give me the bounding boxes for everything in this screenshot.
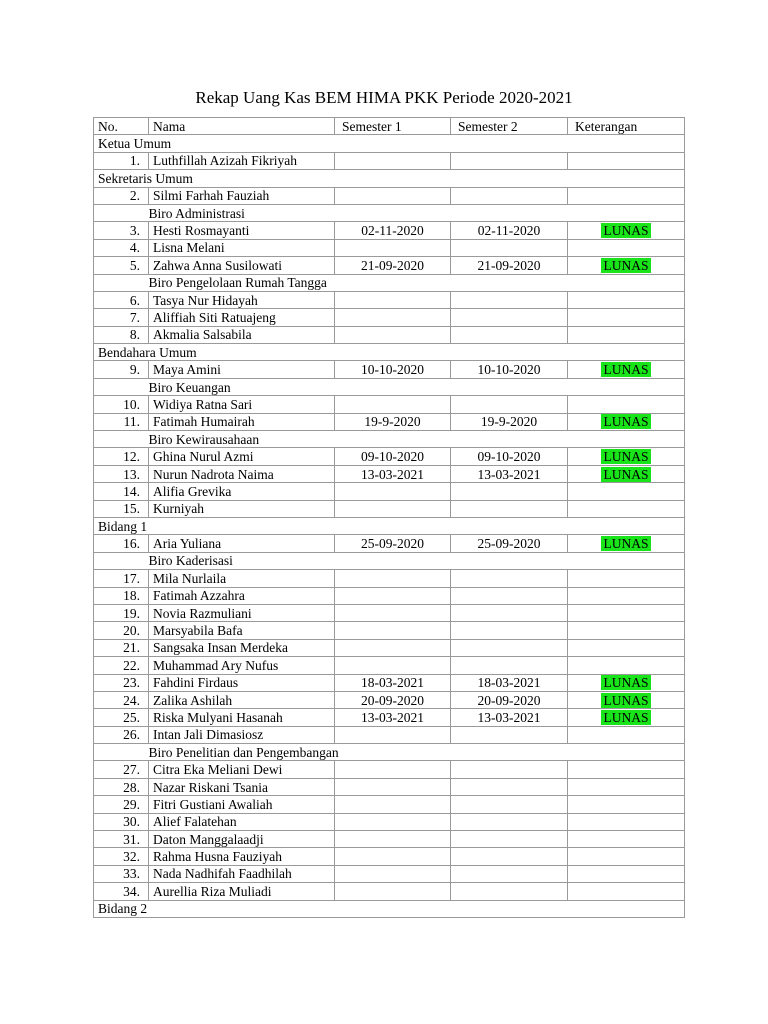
cell-semester-2 — [451, 587, 568, 604]
subsection-spacer — [94, 744, 149, 761]
header-nama: Nama — [149, 118, 335, 135]
cell-semester-1 — [335, 848, 451, 865]
cell-no: 4. — [94, 239, 149, 256]
cell-semester-1: 13-03-2021 — [335, 709, 451, 726]
cell-semester-1 — [335, 396, 451, 413]
table-row — [94, 622, 685, 639]
section-row — [94, 900, 685, 917]
subsection-row — [94, 378, 685, 395]
cell-keterangan — [568, 831, 685, 848]
cell-no: 6. — [94, 291, 149, 308]
cell-semester-2: 13-03-2021 — [451, 465, 568, 482]
table-row — [94, 604, 685, 621]
cell-nama: Luthfillah Azizah Fikriyah — [149, 152, 335, 169]
cell-nama: Ghina Nurul Azmi — [149, 448, 335, 465]
cell-nama: Alifia Grevika — [149, 483, 335, 500]
cell-nama: Fatimah Azzahra — [149, 587, 335, 604]
cell-no: 5. — [94, 257, 149, 274]
status-badge: LUNAS — [603, 257, 649, 273]
cell-nama: Marsyabila Bafa — [149, 622, 335, 639]
cell-keterangan — [568, 448, 685, 465]
cell-semester-2 — [451, 187, 568, 204]
cell-semester-1 — [335, 778, 451, 795]
header-semester-2: Semester 2 — [451, 118, 568, 135]
cell-semester-2: 21-09-2020 — [451, 257, 568, 274]
table-row — [94, 813, 685, 830]
section-label: Bidang 2 — [94, 900, 685, 917]
table-row — [94, 865, 685, 882]
cell-keterangan — [568, 639, 685, 656]
table-row — [94, 726, 685, 743]
subsection-label: Biro Kaderisasi — [149, 552, 685, 569]
cell-no: 29. — [94, 796, 149, 813]
cell-keterangan — [568, 761, 685, 778]
cell-no: 31. — [94, 831, 149, 848]
subsection-spacer — [94, 274, 149, 291]
cell-nama: Fahdini Firdaus — [149, 674, 335, 691]
cell-semester-2: 02-11-2020 — [451, 222, 568, 239]
subsection-spacer — [94, 378, 149, 395]
cell-semester-2: 10-10-2020 — [451, 361, 568, 378]
table-row — [94, 396, 685, 413]
cell-nama: Muhammad Ary Nufus — [149, 657, 335, 674]
cell-semester-1 — [335, 761, 451, 778]
cell-no: 9. — [94, 361, 149, 378]
status-badge: LUNAS — [603, 466, 649, 482]
table-row — [94, 222, 685, 239]
subsection-row — [94, 552, 685, 569]
cell-semester-1 — [335, 883, 451, 900]
cell-nama: Alief Falatehan — [149, 813, 335, 830]
table-row — [94, 187, 685, 204]
cell-semester-2 — [451, 570, 568, 587]
cell-keterangan — [568, 604, 685, 621]
table-row — [94, 796, 685, 813]
status-badge: LUNAS — [603, 675, 649, 691]
cell-nama: Aliffiah Siti Ratuajeng — [149, 309, 335, 326]
cell-semester-2 — [451, 239, 568, 256]
cell-keterangan — [568, 622, 685, 639]
table-row — [94, 500, 685, 517]
cell-nama: Nada Nadhifah Faadhilah — [149, 865, 335, 882]
cell-no: 21. — [94, 639, 149, 656]
cell-keterangan — [568, 535, 685, 552]
cell-nama: Hesti Rosmayanti — [149, 222, 335, 239]
cell-no: 27. — [94, 761, 149, 778]
cell-keterangan — [568, 587, 685, 604]
subsection-spacer — [94, 552, 149, 569]
table-row — [94, 291, 685, 308]
cell-semester-2 — [451, 483, 568, 500]
cell-semester-2: 20-09-2020 — [451, 691, 568, 708]
cell-semester-1 — [335, 570, 451, 587]
cell-keterangan — [568, 796, 685, 813]
cell-no: 28. — [94, 778, 149, 795]
kas-table — [93, 117, 685, 918]
cell-no: 25. — [94, 709, 149, 726]
table-row — [94, 674, 685, 691]
cell-semester-2: 09-10-2020 — [451, 448, 568, 465]
cell-nama: Lisna Melani — [149, 239, 335, 256]
cell-nama: Maya Amini — [149, 361, 335, 378]
status-badge: LUNAS — [603, 692, 649, 708]
cell-semester-1 — [335, 187, 451, 204]
cell-keterangan — [568, 239, 685, 256]
cell-no: 12. — [94, 448, 149, 465]
cell-no: 15. — [94, 500, 149, 517]
cell-semester-1 — [335, 326, 451, 343]
cell-no: 22. — [94, 657, 149, 674]
cell-keterangan — [568, 674, 685, 691]
cell-semester-1 — [335, 622, 451, 639]
cell-semester-1 — [335, 152, 451, 169]
cell-no: 34. — [94, 883, 149, 900]
cell-semester-2 — [451, 726, 568, 743]
cell-nama: Fatimah Humairah — [149, 413, 335, 430]
cell-keterangan — [568, 152, 685, 169]
cell-keterangan — [568, 396, 685, 413]
subsection-label: Biro Kewirausahaan — [149, 431, 685, 448]
table-row — [94, 848, 685, 865]
table-row — [94, 257, 685, 274]
table-row — [94, 761, 685, 778]
cell-semester-2 — [451, 796, 568, 813]
cell-keterangan — [568, 865, 685, 882]
status-badge: LUNAS — [603, 223, 649, 239]
table-row — [94, 326, 685, 343]
cell-no: 30. — [94, 813, 149, 830]
table-row — [94, 778, 685, 795]
cell-semester-2 — [451, 639, 568, 656]
cell-no: 13. — [94, 465, 149, 482]
cell-semester-2 — [451, 831, 568, 848]
cell-semester-1: 18-03-2021 — [335, 674, 451, 691]
cell-semester-1: 10-10-2020 — [335, 361, 451, 378]
cell-keterangan — [568, 291, 685, 308]
cell-no: 18. — [94, 587, 149, 604]
cell-semester-2 — [451, 622, 568, 639]
subsection-row — [94, 744, 685, 761]
cell-nama: Aria Yuliana — [149, 535, 335, 552]
cell-semester-2 — [451, 883, 568, 900]
subsection-row — [94, 274, 685, 291]
table-row — [94, 309, 685, 326]
cell-nama: Silmi Farhah Fauziah — [149, 187, 335, 204]
cell-keterangan — [568, 413, 685, 430]
subsection-spacer — [94, 431, 149, 448]
cell-semester-2 — [451, 500, 568, 517]
cell-no: 17. — [94, 570, 149, 587]
table-row — [94, 448, 685, 465]
section-row — [94, 517, 685, 534]
cell-nama: Nurun Nadrota Naima — [149, 465, 335, 482]
cell-nama: Widiya Ratna Sari — [149, 396, 335, 413]
cell-no: 10. — [94, 396, 149, 413]
cell-semester-1 — [335, 291, 451, 308]
table-row — [94, 535, 685, 552]
cell-nama: Mila Nurlaila — [149, 570, 335, 587]
cell-semester-1 — [335, 831, 451, 848]
cell-nama: Novia Razmuliani — [149, 604, 335, 621]
header-semester-1: Semester 1 — [335, 118, 451, 135]
table-row — [94, 465, 685, 482]
cell-semester-2 — [451, 396, 568, 413]
header-no: No. — [94, 118, 149, 135]
cell-semester-2 — [451, 761, 568, 778]
cell-keterangan — [568, 778, 685, 795]
section-row — [94, 344, 685, 361]
cell-semester-1: 20-09-2020 — [335, 691, 451, 708]
cell-semester-1 — [335, 813, 451, 830]
cell-keterangan — [568, 691, 685, 708]
cell-semester-2 — [451, 865, 568, 882]
cell-semester-2 — [451, 152, 568, 169]
cell-semester-1: 02-11-2020 — [335, 222, 451, 239]
cell-no: 1. — [94, 152, 149, 169]
cell-keterangan — [568, 709, 685, 726]
cell-semester-1 — [335, 865, 451, 882]
cell-keterangan — [568, 326, 685, 343]
cell-no: 11. — [94, 413, 149, 430]
cell-nama: Zahwa Anna Susilowati — [149, 257, 335, 274]
table-row — [94, 639, 685, 656]
cell-semester-1 — [335, 604, 451, 621]
cell-keterangan — [568, 465, 685, 482]
document-title: Rekap Uang Kas BEM HIMA PKK Periode 2020-2021 — [195, 88, 573, 107]
cell-keterangan — [568, 483, 685, 500]
cell-nama: Daton Manggalaadji — [149, 831, 335, 848]
cell-semester-1: 09-10-2020 — [335, 448, 451, 465]
cell-semester-1 — [335, 726, 451, 743]
table-row — [94, 239, 685, 256]
cell-keterangan — [568, 222, 685, 239]
table-row — [94, 483, 685, 500]
subsection-label: Biro Penelitian dan Pengembangan — [149, 744, 685, 761]
cell-no: 26. — [94, 726, 149, 743]
cell-keterangan — [568, 813, 685, 830]
status-badge: LUNAS — [603, 362, 649, 378]
cell-semester-2 — [451, 291, 568, 308]
cell-semester-1: 13-03-2021 — [335, 465, 451, 482]
table-row — [94, 691, 685, 708]
cell-no: 16. — [94, 535, 149, 552]
cell-nama: Rahma Husna Fauziyah — [149, 848, 335, 865]
table-row — [94, 152, 685, 169]
cell-semester-1 — [335, 483, 451, 500]
table-row — [94, 361, 685, 378]
cell-nama: Fitri Gustiani Awaliah — [149, 796, 335, 813]
subsection-row — [94, 204, 685, 221]
cell-semester-2 — [451, 778, 568, 795]
cell-nama: Tasya Nur Hidayah — [149, 291, 335, 308]
cell-semester-1: 25-09-2020 — [335, 535, 451, 552]
cell-semester-2: 25-09-2020 — [451, 535, 568, 552]
cell-semester-2 — [451, 604, 568, 621]
cell-semester-1 — [335, 796, 451, 813]
cell-semester-2 — [451, 848, 568, 865]
status-badge: LUNAS — [603, 449, 649, 465]
cell-no: 23. — [94, 674, 149, 691]
cell-keterangan — [568, 883, 685, 900]
cell-keterangan — [568, 361, 685, 378]
cell-semester-1 — [335, 639, 451, 656]
cell-no: 33. — [94, 865, 149, 882]
table-row — [94, 413, 685, 430]
cell-nama: Riska Mulyani Hasanah — [149, 709, 335, 726]
cell-keterangan — [568, 570, 685, 587]
cell-semester-2 — [451, 309, 568, 326]
subsection-spacer — [94, 204, 149, 221]
cell-no: 3. — [94, 222, 149, 239]
cell-semester-2: 18-03-2021 — [451, 674, 568, 691]
cell-semester-2: 13-03-2021 — [451, 709, 568, 726]
cell-nama: Nazar Riskani Tsania — [149, 778, 335, 795]
cell-semester-2: 19-9-2020 — [451, 413, 568, 430]
subsection-label: Biro Keuangan — [149, 378, 685, 395]
section-label: Bendahara Umum — [94, 344, 685, 361]
cell-nama: Kurniyah — [149, 500, 335, 517]
cell-keterangan — [568, 187, 685, 204]
cell-semester-1 — [335, 500, 451, 517]
section-row — [94, 135, 685, 152]
cell-no: 2. — [94, 187, 149, 204]
cell-nama: Sangsaka Insan Merdeka — [149, 639, 335, 656]
cell-no: 20. — [94, 622, 149, 639]
section-label: Ketua Umum — [94, 135, 685, 152]
section-row — [94, 170, 685, 187]
cell-semester-1: 21-09-2020 — [335, 257, 451, 274]
cell-keterangan — [568, 257, 685, 274]
cell-semester-1: 19-9-2020 — [335, 413, 451, 430]
cell-keterangan — [568, 500, 685, 517]
header-keterangan: Keterangan — [568, 118, 685, 135]
subsection-label: Biro Administrasi — [149, 204, 685, 221]
cell-no: 8. — [94, 326, 149, 343]
cell-nama: Citra Eka Meliani Dewi — [149, 761, 335, 778]
table-body — [94, 135, 685, 918]
cell-semester-1 — [335, 657, 451, 674]
table-row — [94, 883, 685, 900]
cell-no: 14. — [94, 483, 149, 500]
cell-no: 19. — [94, 604, 149, 621]
cell-nama: Intan Jali Dimasiosz — [149, 726, 335, 743]
status-badge: LUNAS — [603, 536, 649, 552]
table-row — [94, 587, 685, 604]
table-row — [94, 709, 685, 726]
cell-keterangan — [568, 309, 685, 326]
cell-keterangan — [568, 848, 685, 865]
cell-nama: Aurellia Riza Muliadi — [149, 883, 335, 900]
status-badge: LUNAS — [603, 414, 649, 430]
cell-keterangan — [568, 726, 685, 743]
table-header-row — [94, 118, 685, 135]
cell-semester-1 — [335, 239, 451, 256]
section-label: Bidang 1 — [94, 517, 685, 534]
cell-semester-2 — [451, 657, 568, 674]
cell-nama: Zalika Ashilah — [149, 691, 335, 708]
table-row — [94, 657, 685, 674]
status-badge: LUNAS — [603, 709, 649, 725]
cell-keterangan — [568, 657, 685, 674]
cell-semester-1 — [335, 587, 451, 604]
section-label: Sekretaris Umum — [94, 170, 685, 187]
cell-semester-1 — [335, 309, 451, 326]
cell-no: 7. — [94, 309, 149, 326]
cell-semester-2 — [451, 326, 568, 343]
table-row — [94, 570, 685, 587]
cell-no: 24. — [94, 691, 149, 708]
cell-semester-2 — [451, 813, 568, 830]
subsection-row — [94, 431, 685, 448]
cell-nama: Akmalia Salsabila — [149, 326, 335, 343]
subsection-label: Biro Pengelolaan Rumah Tangga — [149, 274, 685, 291]
cell-no: 32. — [94, 848, 149, 865]
table-row — [94, 831, 685, 848]
